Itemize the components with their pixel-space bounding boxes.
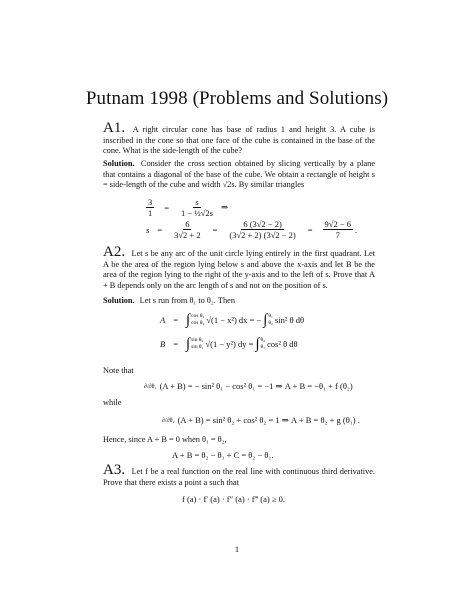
- problem-a3-text: Let f be a real function on the real line with continuous third derivative. Prove that there exists a point a such that: [103, 467, 375, 487]
- relation: =: [307, 224, 313, 235]
- a2-equation-partial-1: [144, 381, 353, 392]
- implies: ⇒: [220, 202, 229, 212]
- denominator: 7: [335, 230, 340, 240]
- upper-limit: cos θ₁: [191, 313, 205, 319]
- integral-limits: [268, 313, 273, 327]
- denominator: (3√2 + 2) (3√2 − 2): [229, 230, 296, 240]
- equation-body: (A + B) = sin² θ₂ + cos² θ₂ = 1 ⇒ A + B = θ₂ + g (θ₁) .: [177, 415, 360, 425]
- denominator: 1: [148, 208, 153, 218]
- a2-equation-B: [160, 337, 298, 351]
- variable: A: [160, 315, 166, 325]
- integrand: sin² θ dθ: [274, 315, 305, 325]
- solution-text: Consider the cross section obtained by slicing vertically by a plane that contains a diagonal of the base of the cube. We obtain a rectangle of height s = side-length of the cube and width √2s. By similar triangles: [103, 159, 376, 190]
- problem-a2-tag: A2.: [103, 244, 126, 260]
- relation: =: [164, 202, 170, 213]
- integral-limits: [191, 313, 204, 327]
- numerator: 6: [185, 219, 190, 229]
- integral-sign: ∫: [255, 336, 260, 352]
- fraction: [172, 219, 202, 240]
- lower-limit: sin θ₁: [191, 344, 204, 350]
- variable: s: [146, 224, 150, 235]
- equation-body: (A + B) = − sin² θ₁ − cos² θ₁ = −1 ⇒ A + B = −θ₁ + f (θ₂): [159, 381, 353, 391]
- problem-a3-statement: [103, 462, 375, 488]
- note-text: Note that: [103, 366, 134, 375]
- while-text: while: [103, 398, 122, 407]
- upper-limit: θ₂: [260, 337, 266, 343]
- variable: B: [160, 339, 166, 349]
- numerator: 3: [148, 197, 153, 207]
- problem-a1-text: A right circular cone has base of radius 1 and height 3. A cube is inscribed in the cone so that one face of the cube is contained in the base of the cone. What is the side-length of the cube?: [103, 125, 375, 156]
- integrand: √(1 − x²) dx = −: [206, 315, 262, 325]
- relation: =: [173, 339, 178, 349]
- solution-label: Solution.: [103, 159, 135, 168]
- problem-a2-solution: [103, 296, 375, 307]
- page-title: Putnam 1998 (Problems and Solutions): [85, 88, 389, 109]
- a2-equation-partial-2: [162, 415, 360, 426]
- numerator: s: [195, 197, 199, 207]
- problem-a1-tag: A1.: [103, 120, 126, 136]
- denominator: 3√2 + 2: [174, 230, 201, 240]
- fraction: [227, 219, 297, 240]
- solution-label: Solution.: [103, 296, 135, 305]
- problem-a2-statement: [103, 244, 375, 291]
- fraction: [146, 197, 154, 218]
- integral-limits: [261, 337, 266, 351]
- relation: =: [212, 224, 218, 235]
- a1-equation-2: [146, 219, 357, 240]
- a2-equation-A: [160, 313, 304, 327]
- page-number: 1: [234, 544, 240, 554]
- a3-equation: f (a) · f′ (a) · f″ (a) · f‴ (a) ≥ 0.: [182, 494, 286, 504]
- integrand: √(1 − y²) dy =: [205, 339, 254, 349]
- integral-limits: [191, 337, 203, 351]
- relation: =: [173, 315, 178, 325]
- integrand: cos² θ dθ: [267, 339, 298, 349]
- fraction: [179, 197, 215, 218]
- lower-limit: cos θ₂: [191, 320, 205, 326]
- lower-limit: θ₁: [260, 344, 266, 350]
- partial-operator: ∂/∂θ₁: [144, 383, 157, 390]
- solution-text: Let s run from θ₁ to θ₂. Then: [139, 296, 235, 305]
- a1-equation-1: [144, 197, 228, 218]
- integral-sign: ∫: [263, 312, 268, 328]
- fraction: [323, 219, 353, 240]
- partial-operator: ∂/∂θ₂: [162, 417, 175, 424]
- problem-a3-tag: A3.: [103, 462, 126, 478]
- problem-a2-text: Let s be any arc of the unit circle lying entirely in the first quadrant. Let A be the area of the region lying below s and above the x-axis and let B be the area of the region lying to the right of the y-axis and to the left of s. Prove that A + B depends only on the arc length of s and not on the position of s.: [103, 249, 375, 290]
- upper-limit: sin θ₂: [191, 337, 204, 343]
- numerator: 6 (3√2 − 2): [243, 219, 282, 229]
- numerator: 9√2 − 6: [324, 219, 352, 229]
- integral-sign: ∫: [186, 312, 191, 328]
- relation: =: [157, 224, 163, 235]
- upper-limit: θ₁: [268, 313, 273, 319]
- period: .: [355, 224, 358, 235]
- integral-sign: ∫: [186, 336, 191, 352]
- a2-equation-final: A + B = θ₂ − θ₁ + C = θ₂ − θ₁.: [172, 450, 274, 460]
- hence-text: Hence, since A + B = 0 when θ₁ = θ₂,: [103, 435, 227, 444]
- lower-limit: θ₂: [268, 320, 273, 326]
- problem-a1-solution: [103, 159, 375, 191]
- denominator: 1 − ½√2s: [181, 208, 213, 218]
- problem-a1-statement: [103, 120, 375, 157]
